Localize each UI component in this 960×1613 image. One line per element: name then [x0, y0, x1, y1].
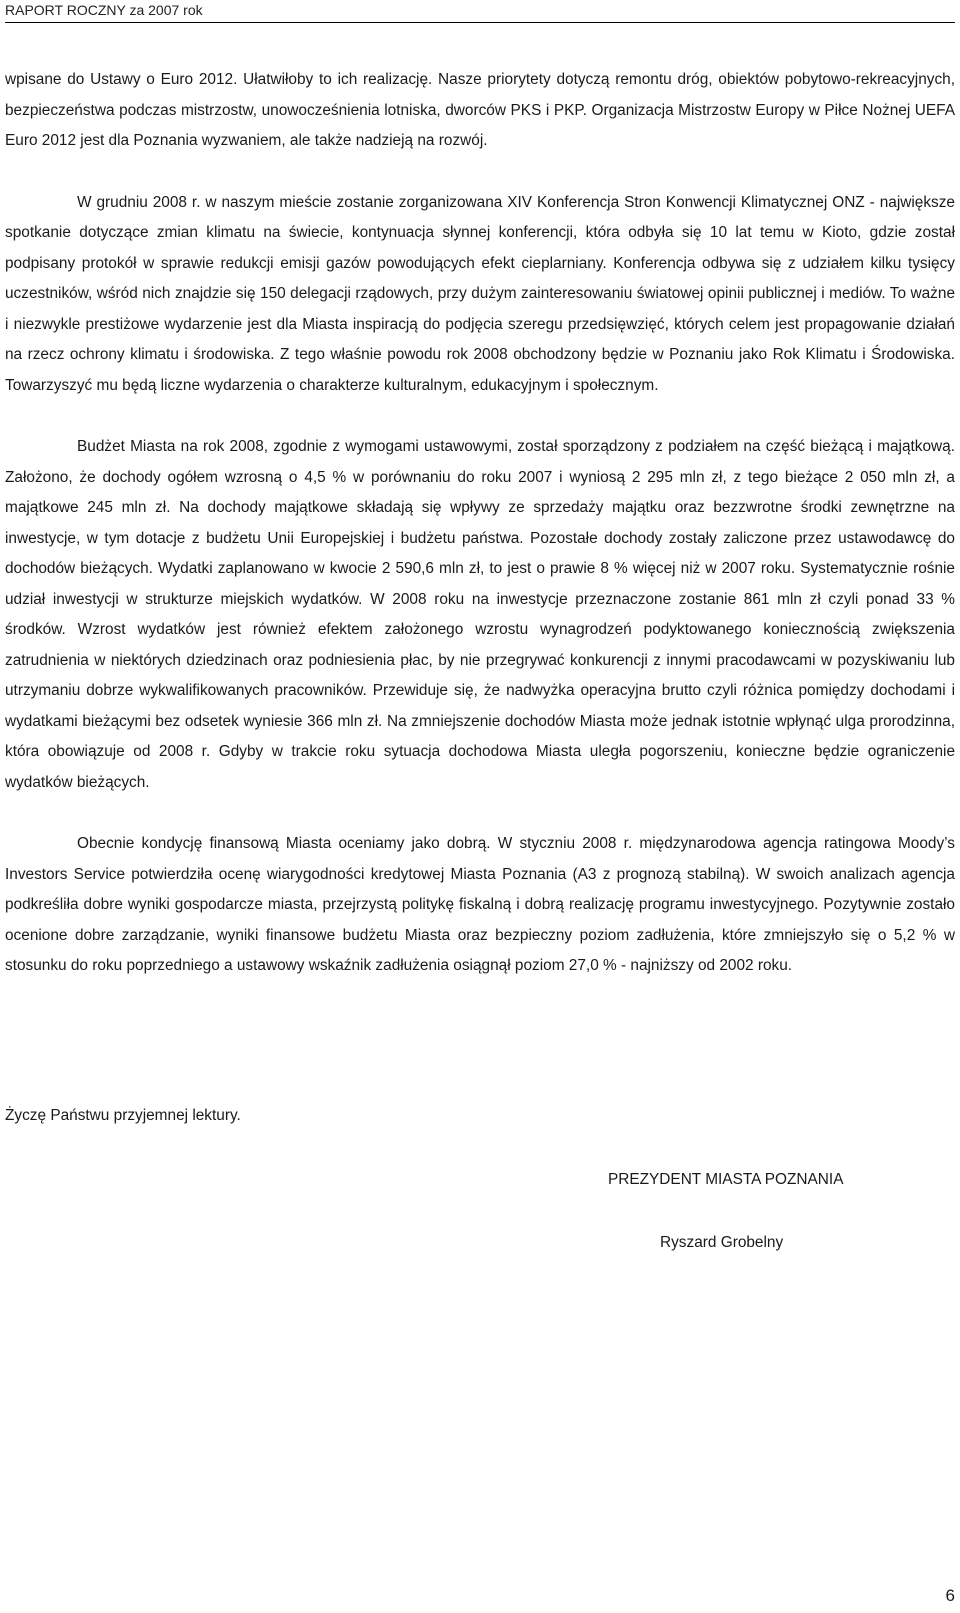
report-title: RAPORT ROCZNY za 2007 rok	[5, 2, 203, 18]
document-body	[5, 65, 955, 982]
page-header	[5, 0, 955, 23]
signature-name: Ryszard Grobelny	[660, 1234, 784, 1251]
signature-role: PREZYDENT MIASTA POZNANIA	[608, 1171, 844, 1188]
paragraph-finance-rating: Obecnie kondycję finansową Miasta oceniamy jako dobrą. W styczniu 2008 r. międzynarodowa agencja ratingowa Moody’s Investors Service potwierdziła ocenę wiarygodności kredytowej Miasta Poznania (A3 z prognozą stabilną). W swoich analizach agencja podkreśliła dobre wyniki gospodarcze miasta, przejrzystą politykę fiskalną i dobrą realizację programu inwestycyjnego. Pozytywnie zostało ocenione dobre zarządzanie, wyniki finansowe budżetu Miasta oraz bezpieczny poziom zadłużenia, które zmniejszyło się o 5,2 % w stosunku do roku poprzedniego a ustawowy wskaźnik zadłużenia osiągnął poziom 27,0 % - najniższy od 2002 roku.	[5, 835, 955, 974]
paragraph-budget: Budżet Miasta na rok 2008, zgodnie z wymogami ustawowymi, został sporządzony z podziałem na część bieżącą i majątkową. Założono, że dochody ogółem wzrosną o 4,5 % w porównaniu do roku 2007 i wyniosą 2 295 mln zł, z tego bieżące 2 050 mln zł, a majątkowe 245 mln zł. Na dochody majątkowe składają się wpływy ze sprzedaży majątku oraz bezzwrotne środki zewnętrzne na inwestycje, w tym dotacje z budżetu Unii Europejskiej i budżetu państwa. Pozostałe dochody zostały zaliczone przez ustawodawcę do dochodów bieżących. Wydatki zaplanowano w kwocie 2 590,6 mln zł, to jest o prawie 8 % więcej niż w 2007 roku. Systematycznie rośnie udział inwestycji w strukturze miejskich wydatków. W 2008 roku na inwestycje przeznaczone zostanie 861 mln zł czyli ponad 33 % środków. Wzrost wydatków jest również efektem założonego wzrostu wynagrodzeń podyktowanego koniecznością zwiększenia zatrudnienia w niektórych dziedzinach oraz podniesienia płac, by nie przegrywać konkurencji z innymi pracodawcami w pozyskiwaniu lub utrzymaniu dobrze wykwalifikowanych pracowników. Przewiduje się, że nadwyżka operacyjna brutto czyli różnica pomiędzy dochodami i wydatkami bieżącymi bez odsetek wyniesie 366 mln zł. Na zmniejszenie dochodów Miasta może jednak istotnie wpłynąć ulga prorodzinna, która obowiązuje od 2008 r. Gdyby w trakcie roku sytuacja dochodowa Miasta uległa pogorszeniu, konieczne będzie ograniczenie wydatków bieżących.	[5, 438, 955, 791]
paragraph-climate-conference: W grudniu 2008 r. w naszym mieście zostanie zorganizowana XIV Konferencja Stron Konwencji Klimatycznej ONZ - największe spotkanie dotyczące zmian klimatu na świecie, kontynuacja słynnej konferencji, która odbyła się 10 lat temu w Kioto, gdzie został podpisany protokół w sprawie redukcji emisji gazów powodujących efekt cieplarniany. Konferencja odbywa się z udziałem kilku tysięcy uczestników, wśród nich znajdzie się 150 delegacji rządowych, przy dużym zainteresowaniu światowej opinii publicznej i mediów. To ważne i niezwykle prestiżowe wydarzenie jest dla Miasta inspiracją do podjęcia szeregu przedsięwzięć, których celem jest propagowanie działań na rzecz ochrony klimatu i środowiska. Z tego właśnie powodu rok 2008 obchodzony będzie w Poznaniu jako Rok Klimatu i Środowiska. Towarzyszyć mu będą liczne wydarzenia o charakterze kulturalnym, edukacyjnym i społecznym.	[5, 193, 955, 394]
closing-line: Życzę Państwu przyjemnej lektury.	[5, 1107, 241, 1124]
page-number: 6	[945, 1586, 955, 1605]
paragraph-euro-2012: wpisane do Ustawy o Euro 2012. Ułatwiłoby to ich realizację. Nasze priorytety dotyczą remontu dróg, obiektów pobytowo-rekreacyjnych, bezpieczeństwa podczas mistrzostw, unowocześnienia lotniska, dworców PKS i PKP. Organizacja Mistrzostw Europy w Piłce Nożnej UEFA Euro 2012 jest dla Poznania wyzwaniem, ale także nadzieją na rozwój.	[5, 71, 955, 149]
